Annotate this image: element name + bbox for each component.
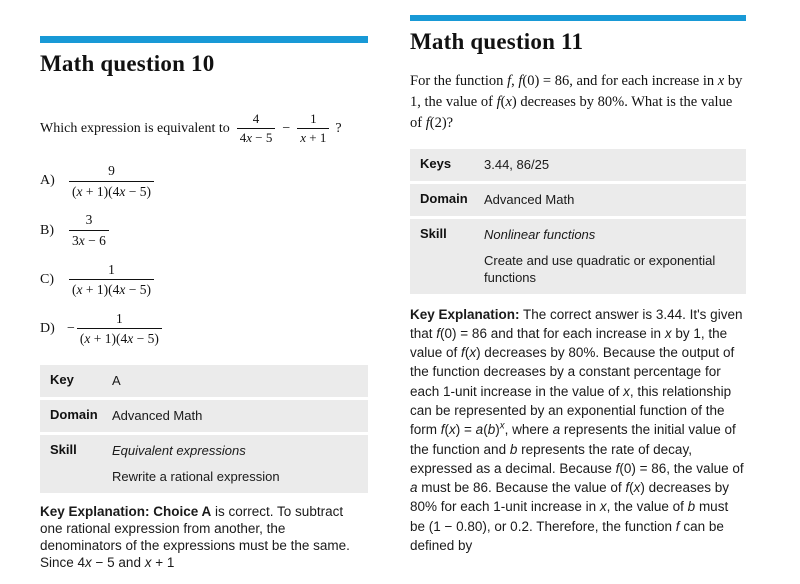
question-10-column (40, 36, 368, 584)
fraction-numerator: 4 (237, 111, 276, 130)
fraction (297, 111, 329, 148)
minus-operator: − (282, 120, 291, 136)
choice-label: B) (40, 222, 54, 238)
table-row-skill (410, 216, 746, 294)
choice-sign: − (67, 320, 75, 336)
table-row-skill (40, 432, 368, 493)
row-value: Advanced Math (484, 191, 575, 207)
row-label: Key (50, 371, 74, 387)
key-explanation: Key Explanation: Choice A is correct. To subtract one rational expression from another, the denominators of the expressions must be the same. Since 4x − 5 and x + 1 (40, 503, 350, 570)
choice-label: A) (40, 173, 55, 189)
row-value: 3.44, 86/25 (484, 156, 550, 172)
accent-rule (410, 15, 746, 21)
row-label: Skill (50, 441, 77, 457)
choice-d (40, 310, 368, 348)
question-text: For the function f, f(0) = 86, and for each increase in x by 1, the value of f(x) decreases by 80%. What is the value of f(2)? (410, 73, 743, 131)
choice-c (40, 261, 368, 299)
fraction-denominator: x + 1 (300, 130, 327, 146)
choice-label: D) (40, 320, 55, 336)
row-label: Skill (420, 225, 447, 241)
accent-rule (40, 36, 368, 43)
question-suffix: ? (335, 120, 342, 136)
fraction-numerator: 1 (297, 111, 329, 130)
fraction-denominator: 3x − 6 (72, 233, 106, 249)
key-explanation: Key Explanation: The correct answer is 3.44. It's given that f(0) = 86 and that for each increase in x by 1, the value of f(x) decreases by 80%. Because the output of the function decreases by a constant percentage for each 1-unit increase in the value of x, this relationship can be represented by an exponential function of the form $f(x) = a(b)^x$, where a represents the initial value of the function and b represents the rate of decay, expressed as a decimal. Because f(0) = 86, the value of a must be 86. Because the value of f(x) decreases by 80% for each 1-unit increase in x, the value of b must be (1 − 0.80), or 0.2. Therefore, the function f can be defined by (410, 306, 744, 554)
fraction-denominator: (x + 1)(4x − 5) (72, 183, 151, 199)
fraction-denominator: (x + 1)(4x − 5) (79, 331, 159, 347)
question-11-column (410, 15, 746, 569)
fraction (69, 162, 154, 200)
fraction-numerator: 1 (69, 261, 154, 281)
table-row-domain (40, 397, 368, 432)
fraction-numerator: 9 (69, 162, 154, 182)
choice-b (40, 211, 368, 249)
row-label: Domain (50, 406, 98, 422)
choice-a (40, 162, 368, 200)
choice-label: C) (40, 271, 54, 287)
answer-key-table (40, 365, 368, 493)
row-label: Keys (420, 155, 452, 171)
answer-key-table (410, 149, 746, 294)
row-value: Equivalent expressions Rewrite a rational expression (112, 442, 280, 484)
fraction-denominator: 4x − 5 (239, 130, 273, 146)
answer-choices (40, 162, 368, 347)
fraction-numerator: 3 (69, 211, 109, 231)
table-row-domain (410, 181, 746, 216)
row-value: Nonlinear functions Create and use quadratic or exponential functions (484, 226, 716, 285)
fraction (237, 111, 276, 148)
fraction-numerator: 1 (77, 310, 162, 330)
fraction (69, 261, 154, 299)
fraction (77, 310, 162, 348)
row-label: Domain (420, 190, 468, 206)
question-text (40, 111, 368, 148)
table-row-keys (410, 149, 746, 181)
question-prefix: Which expression is equivalent to (40, 120, 230, 136)
row-value: Advanced Math (112, 407, 203, 423)
table-row-key (40, 365, 368, 397)
row-value: A (112, 372, 121, 388)
fraction-denominator: (x + 1)(4x − 5) (72, 282, 151, 298)
page-title: Math question 11 (410, 29, 584, 54)
fraction (69, 211, 109, 249)
page-title: Math question 10 (40, 51, 215, 76)
